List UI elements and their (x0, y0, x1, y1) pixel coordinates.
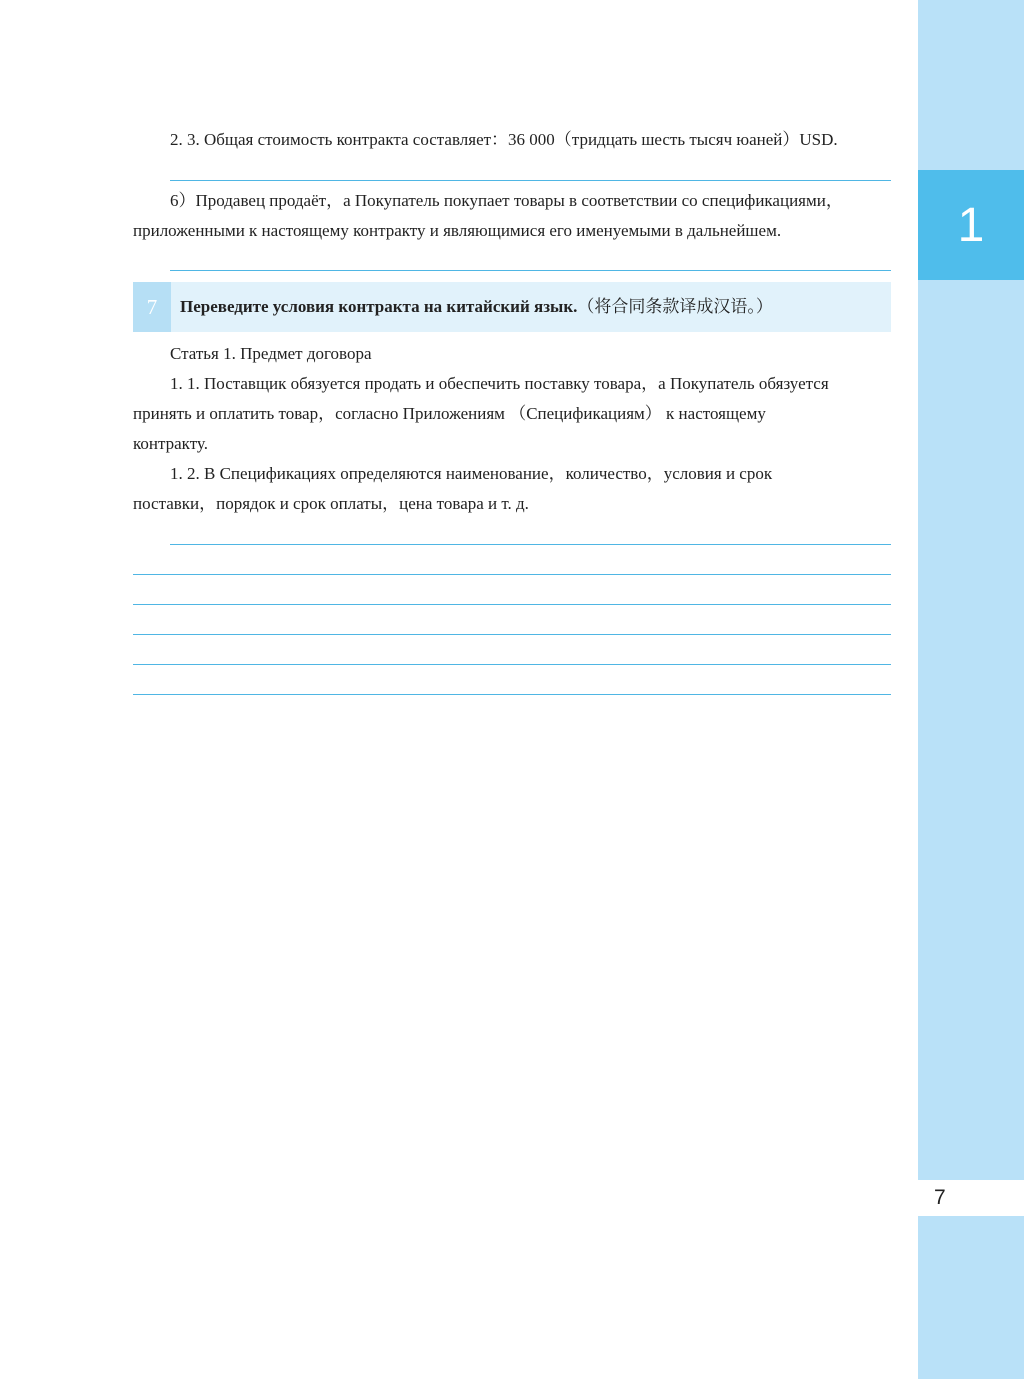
clause-1-1-line3: контракту. (133, 434, 208, 453)
answer-line (133, 574, 891, 575)
clause-1-1-line2: принять и оплатить товар，согласно Приложениям （Спецификациям） к настоящему (133, 404, 766, 423)
answer-line (170, 544, 891, 545)
answer-line (133, 604, 891, 605)
task-instruction (180, 282, 773, 332)
task-instruction-ru: Переведите условия контракта на китайский язык. (180, 297, 578, 316)
clause-1-2-line2: поставки，порядок и срок оплаты，цена товара и т. д. (133, 494, 529, 513)
answer-line (133, 634, 891, 635)
task-number: 7 (133, 282, 171, 332)
item-6-line2: приложенными к настоящему контракту и являющимися его именуемыми в дальнейшем. (133, 221, 782, 240)
answer-line (133, 664, 891, 665)
answer-line (170, 180, 891, 181)
item-6-line1: 6）Продавец продаёт，а Покупатель покупает товары в соответствии со спецификациями， (170, 191, 843, 210)
answer-line (170, 270, 891, 271)
task-instruction-cn: （将合同条款译成汉语。） (577, 297, 773, 316)
page-number: 7 (918, 1180, 1024, 1216)
answer-line (133, 694, 891, 695)
chapter-tab: 1 (918, 170, 1024, 280)
clause-1-2-line1: 1. 2. В Спецификациях определяются наименование，количество，условия и срок (170, 464, 773, 483)
contract-heading: Статья 1. Предмет договора (170, 344, 372, 363)
clause-1-1-line1: 1. 1. Поставщик обязуется продать и обеспечить поставку товара，а Покупатель обязуется (170, 374, 829, 393)
item-2-3: 2. 3. Общая стоимость контракта составляет：36 000（тридцать шесть тысяч юаней）USD. (170, 130, 838, 149)
